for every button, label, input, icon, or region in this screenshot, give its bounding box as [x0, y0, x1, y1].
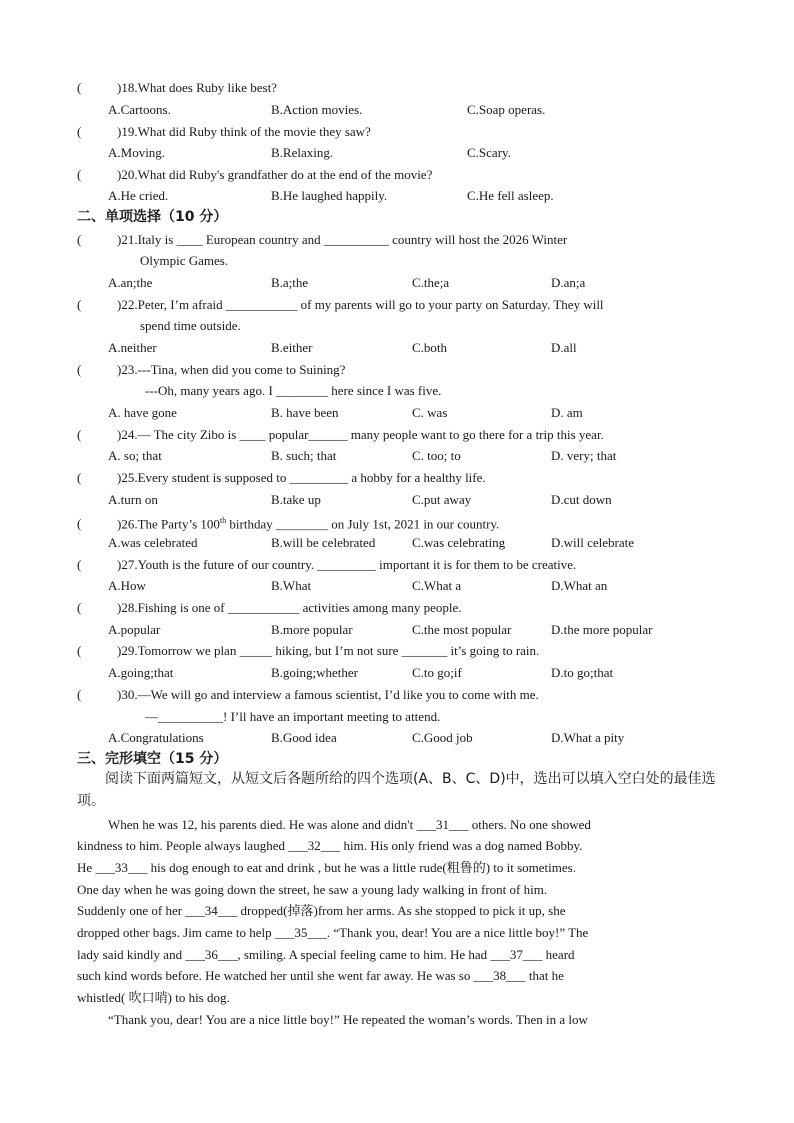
option-b: B.more popular: [271, 622, 353, 637]
option-c: C.the most popular: [412, 622, 512, 637]
question-29: ( )29.Tomorrow we plan _____ hiking, but I’m not sure _______ it’s going to rain.: [77, 643, 540, 658]
question-18: ( )18.What does Ruby like best?: [77, 80, 277, 95]
section-heading-cloze: 三、完形填空（15 分）: [77, 751, 228, 767]
option-c: C.both: [412, 340, 448, 355]
answer-blank[interactable]: (: [77, 516, 82, 532]
option-c: C.put away: [412, 492, 472, 507]
option-b: B.He laughed happily.: [271, 188, 388, 203]
option-d: D.to go;that: [551, 665, 614, 680]
option-c: C.Soap operas.: [467, 102, 546, 117]
passage-line: dropped other bags. Jim came to help ___35___. “Thank you, dear! You are a nice little boy!” The: [77, 925, 589, 940]
option-b: B.will be celebrated: [271, 535, 376, 550]
option-d: D.all: [551, 340, 577, 355]
option-b: B.Good idea: [271, 730, 337, 745]
answer-blank[interactable]: (: [77, 600, 82, 615]
option-c: C. too; to: [412, 448, 461, 463]
answer-blank[interactable]: (: [77, 167, 82, 182]
option-d: D.will celebrate: [551, 535, 635, 550]
option-a: A.going;that: [108, 665, 174, 680]
passage-line: “Thank you, dear! You are a nice little boy!” He repeated the woman’s words. Then in a low: [108, 1012, 588, 1027]
answer-blank[interactable]: (: [77, 362, 82, 377]
option-b: B.a;the: [271, 275, 309, 290]
question-27: ( )27.Youth is the future of our country. _________ important it is for them to be creative.: [77, 557, 577, 572]
option-c: C. was: [412, 405, 448, 420]
option-d: D. very; that: [551, 448, 617, 463]
option-b: B.either: [271, 340, 313, 355]
option-c: C.What a: [412, 578, 462, 593]
answer-blank[interactable]: (: [77, 557, 82, 572]
question-22-continued: spend time outside.: [140, 318, 241, 333]
option-a: A.an;the: [108, 275, 153, 290]
option-a: A.was celebrated: [108, 535, 198, 550]
question-23-continued: ---Oh, many years ago. I ________ here since I was five.: [145, 383, 442, 398]
option-a: A.He cried.: [108, 188, 169, 203]
passage-line: He ___33___ his dog enough to eat and drink , but he was a little rude(粗鲁的) to it sometimes.: [77, 860, 576, 875]
question-24: ( )24.— The city Zibo is ____ popular______ many people want to go there for a trip this year.: [77, 427, 604, 442]
option-d: D.What an: [551, 578, 608, 593]
option-a: A.Congratulations: [108, 730, 204, 745]
passage-line: kindness to him. People always laughed ___32___ him. His only friend was a dog named Bobby.: [77, 838, 583, 853]
option-b: B.Relaxing.: [271, 145, 334, 160]
passage-line: When he was 12, his parents died. He was alone and didn't ___31___ others. No one showed: [108, 817, 591, 832]
question-21: ( )21.Italy is ____ European country and __________ country will host the 2026 Winter: [77, 232, 568, 247]
option-a: A.Cartoons.: [108, 102, 171, 117]
passage-line: Suddenly one of her ___34___ dropped(掉落)from her arms. As she stopped to pick it up, she: [77, 903, 566, 918]
option-b: B. have been: [271, 405, 339, 420]
option-b: B. such; that: [271, 448, 337, 463]
option-b: B.take up: [271, 492, 321, 507]
option-c: C.Good job: [412, 730, 473, 745]
option-d: D.an;a: [551, 275, 586, 290]
answer-blank[interactable]: (: [77, 124, 82, 139]
option-c: C.He fell asleep.: [467, 188, 554, 203]
option-d: D.the more popular: [551, 622, 653, 637]
option-c: C.the;a: [412, 275, 450, 290]
option-c: C.Scary.: [467, 145, 511, 160]
option-d: D.cut down: [551, 492, 612, 507]
answer-blank[interactable]: (: [77, 643, 82, 658]
option-a: A. have gone: [108, 405, 177, 420]
option-c: C.to go;if: [412, 665, 462, 680]
answer-blank[interactable]: (: [77, 470, 82, 485]
option-b: B.Action movies.: [271, 102, 363, 117]
option-a: A.Moving.: [108, 145, 166, 160]
passage-line: such kind words before. He watched her until she went far away. He was so ___38___ that he: [77, 968, 564, 983]
answer-blank[interactable]: (: [77, 687, 82, 702]
option-c: C.was celebrating: [412, 535, 506, 550]
option-a: A.How: [108, 578, 146, 593]
option-b: B.going;whether: [271, 665, 359, 680]
question-22: ( )22.Peter, I’m afraid ___________ of my parents will go to your party on Saturday. They will: [77, 297, 604, 312]
question-23: ( )23.---Tina, when did you come to Suining?: [77, 362, 346, 377]
cloze-instructions: 阅读下面两篇短文，从短文后各题所给的四个选项(A、B、C、D)中，选出可以填入空白处的最佳选项。: [77, 771, 716, 809]
answer-blank[interactable]: (: [77, 232, 82, 247]
option-a: A. so; that: [108, 448, 162, 463]
question-28: ( )28.Fishing is one of ___________ activities among many people.: [77, 600, 462, 615]
question-26: ( )26.The Party’s 100th birthday ________ on July 1st, 2021 in our country.: [77, 516, 500, 532]
question-30: ( )30.—We will go and interview a famous scientist, I’d like you to come with me.: [77, 687, 539, 702]
question-30-continued: —__________! I’ll have an important meeting to attend.: [145, 709, 441, 724]
answer-blank[interactable]: (: [77, 297, 82, 312]
option-d: D.What a pity: [551, 730, 625, 745]
answer-blank[interactable]: (: [77, 80, 82, 95]
question-19: ( )19.What did Ruby think of the movie they saw?: [77, 124, 371, 139]
option-a: A.neither: [108, 340, 157, 355]
question-21-continued: Olympic Games.: [140, 253, 229, 268]
passage-line: whistled( 吹口哨) to his dog.: [77, 990, 230, 1005]
option-b: B.What: [271, 578, 312, 593]
option-a: A.turn on: [108, 492, 158, 507]
passage-line: lady said kindly and ___36___, smiling. A special feeling came to him. He had ___37___ heard: [77, 947, 575, 962]
question-25: ( )25.Every student is supposed to _________ a hobby for a healthy life.: [77, 470, 486, 485]
section-heading-single-choice: 二、单项选择（10 分）: [77, 209, 228, 225]
passage-line: One day when he was going down the street, he saw a young lady walking in front of him.: [77, 882, 548, 897]
answer-blank[interactable]: (: [77, 427, 82, 442]
question-20: ( )20.What did Ruby's grandfather do at the end of the movie?: [77, 167, 433, 182]
option-d: D. am: [551, 405, 583, 420]
option-a: A.popular: [108, 622, 161, 637]
